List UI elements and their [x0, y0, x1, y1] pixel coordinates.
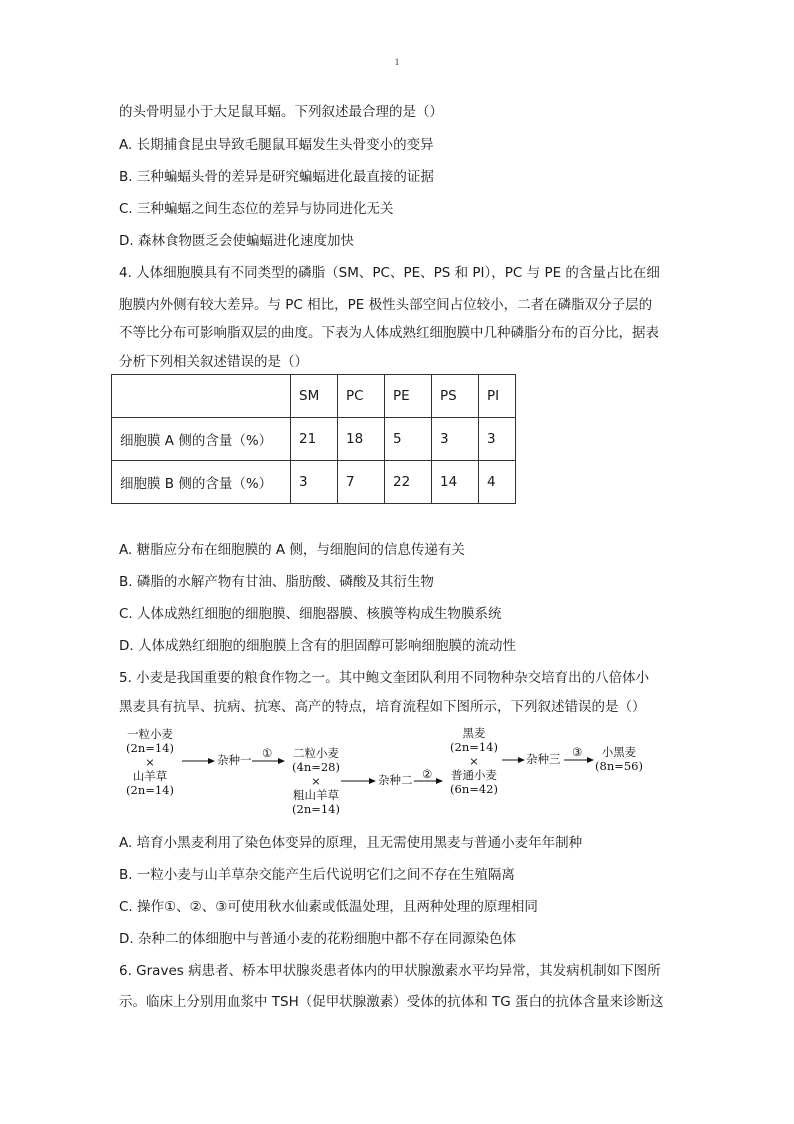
rye-ploidy: (2n=14)	[450, 740, 498, 754]
triticale-ploidy: (8n=56)	[595, 759, 643, 773]
hybrid-1: 杂种一	[217, 753, 252, 767]
operation-1: ①	[262, 746, 273, 760]
table-cell: 21	[291, 418, 338, 461]
q5-option-d: D. 杂种二的体细胞中与普通小麦的花粉细胞中都不存在同源染色体	[119, 931, 516, 947]
q3-stem-end: 的头骨明显小于大足鼠耳蝠。下列叙述最合理的是（）	[119, 104, 443, 120]
common-wheat-ploidy: (6n=42)	[450, 782, 498, 796]
table-header-cell: PS	[432, 375, 479, 418]
q5-option-c: C. 操作①、②、③可使用秋水仙素或低温处理，且两种处理的原理相同	[119, 899, 538, 915]
table-cell: 7	[338, 461, 385, 504]
table-cell: 22	[385, 461, 432, 504]
table-header-cell: PC	[338, 375, 385, 418]
table-cell: 14	[432, 461, 479, 504]
q4-stem-line-1: 4. 人体细胞膜具有不同类型的磷脂（SM、PC、PE、PS 和 PI），PC 与 PE 的含量占比在细	[119, 265, 660, 281]
common-wheat-name: 普通小麦	[451, 768, 497, 782]
table-cell: 3	[291, 461, 338, 504]
table-cell: 细胞膜 B 侧的含量（%）	[112, 461, 291, 504]
q4-stem-line-2: 胞膜内外侧有较大差异。与 PC 相比，PE 极性头部空间占位较小，二者在磷脂双分子层的	[119, 297, 653, 313]
q4-stem-line-3: 不等比分布可影响脂双层的曲度。下表为人体成熟红细胞膜中几种磷脂分布的百分比，据表	[119, 325, 659, 341]
q4-option-c: C. 人体成熟红细胞的细胞膜、细胞器膜、核膜等构成生物膜系统	[119, 606, 502, 622]
table-cell: 3	[432, 418, 479, 461]
q4-option-b: B. 磷脂的水解产物有甘油、脂肪酸、磷酸及其衍生物	[119, 574, 434, 590]
q4-option-a: A. 糖脂应分布在细胞膜的 A 侧，与细胞间的信息传递有关	[119, 542, 465, 558]
operation-2: ②	[422, 767, 433, 781]
triticale-name: 小黑麦	[601, 745, 637, 759]
rye-name: 黑麦	[462, 726, 486, 740]
parent-goatgrass-name: 山羊草	[132, 769, 168, 783]
q5-option-a: A. 培育小黑麦利用了染色体变异的原理，且无需使用黑麦与普通小麦年年制种	[119, 835, 583, 851]
cross-symbol: ×	[311, 774, 321, 788]
cross-symbol: ×	[469, 754, 479, 768]
q5-option-b: B. 一粒小麦与山羊草杂交能产生后代说明它们之间不存在生殖隔离	[119, 867, 515, 883]
q4-stem-line-4: 分析下列相关叙述错误的是（）	[119, 354, 308, 370]
q5-stem-line-2: 黑麦具有抗旱、抗病、抗寒、高产的特点，培育流程如下图所示，下列叙述错误的是（）	[119, 699, 646, 715]
table-cell: 5	[385, 418, 432, 461]
hybrid-2: 杂种二	[378, 773, 413, 787]
cross-symbol: ×	[145, 755, 155, 769]
q3-option-c: C. 三种蝙蝠之间生态位的差异与协同进化无关	[119, 201, 394, 217]
table-cell: 3	[479, 418, 516, 461]
table-cell: 18	[338, 418, 385, 461]
q6-stem-line-2: 示。临床上分别用血浆中 TSH（促甲状腺激素）受体的抗体和 TG 蛋白的抗体含量来诊断这	[119, 994, 664, 1010]
hybrid-3: 杂种三	[526, 752, 561, 766]
table-cell: 细胞膜 A 侧的含量（%）	[112, 418, 291, 461]
parent-tauschii-name: 粗山羊草	[293, 788, 339, 802]
q3-option-a: A. 长期捕食昆虫导致毛腿鼠耳蝠发生头骨变小的变异	[119, 137, 434, 153]
q4-option-d: D. 人体成熟红细胞的细胞膜上含有的胆固醇可影响细胞膜的流动性	[119, 638, 516, 654]
table-cell: 4	[479, 461, 516, 504]
operation-3: ③	[572, 745, 583, 759]
q3-option-b: B. 三种蝙蝠头骨的差异是研究蝙蝠进化最直接的证据	[119, 169, 434, 185]
parent-einkorn-ploidy: (2n=14)	[126, 741, 174, 755]
table-header-cell: SM	[291, 375, 338, 418]
parent-goatgrass-ploidy: (2n=14)	[126, 783, 174, 797]
emmer-wheat-ploidy: (4n=28)	[292, 760, 340, 774]
emmer-wheat-name: 二粒小麦	[293, 746, 339, 760]
q5-stem-line-1: 5. 小麦是我国重要的粮食作物之一。其中鲍文奎团队利用不同物种杂交培育出的八倍体小	[119, 670, 650, 686]
q3-option-d: D. 森林食物匮乏会使蝙蝠进化速度加快	[119, 233, 354, 249]
q6-stem-line-1: 6. Graves 病患者、桥本甲状腺炎患者体内的甲状腺激素水平均异常，其发病机制如下图所	[119, 963, 661, 979]
parent-tauschii-ploidy: (2n=14)	[292, 802, 340, 816]
table-header-cell: PE	[385, 375, 432, 418]
page-number: 1	[394, 57, 400, 67]
parent-einkorn-name: 一粒小麦	[127, 727, 173, 741]
table-header-cell: PI	[479, 375, 516, 418]
